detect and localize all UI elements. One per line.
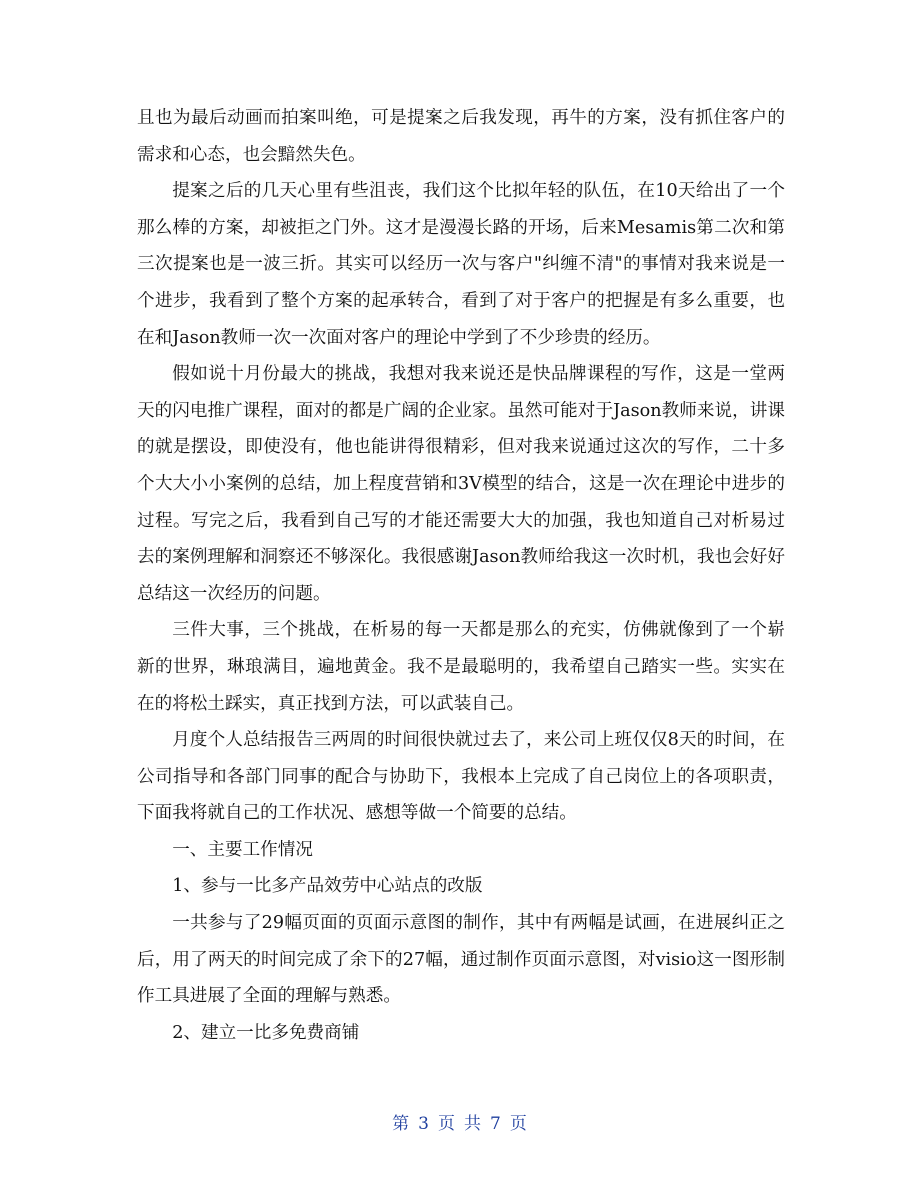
item-1-paragraph: 一共参与了29幅页面的页面示意图的制作，其中有两幅是试画，在进展纠正之后，用了两天的时间完成了余下的27幅，通过制作页面示意图，对visio这一图形制作工具进展了全面的理解与熟悉。 [137,913,785,1007]
paragraph-5: 月度个人总结报告三两周的时间很快就过去了，来公司上班仅仅8天的时间，在公司指导和各部门同事的配合与协助下，我根本上完成了自己岗位上的各项职责，下面我将就自己的工作状况、感想等做一个简要的总结。 [137,730,785,824]
paragraph-2: 提案之后的几天心里有些沮丧，我们这个比拟年轻的队伍，在10天给出了一个那么棒的方案，却被拒之门外。这才是漫漫长路的开场，后来Mesamis第二次和第三次提案也是一波三折。其实可以经历一次与客户"纠缠不清"的事情对我来说是一个进步，我看到了整个方案的起承转合，看到了对于客户的把握是有多么重要，也在和Jason教师一次一次面对客户的理论中学到了不少珍贵的经历。 [137,181,785,348]
footer-suffix: 页 [509,1114,528,1134]
page-footer [0,1112,920,1136]
footer-current-page: 3 [418,1114,430,1134]
footer-total-pages: 7 [490,1114,502,1134]
paragraph-1: 且也为最后动画而拍案叫绝，可是提案之后我发现，再牛的方案，没有抓住客户的需求和心态，也会黯然失色。 [137,108,785,165]
footer-page-label: 页 [438,1114,456,1134]
paragraph-3: 假如说十月份最大的挑战，我想对我来说还是快品牌课程的写作，这是一堂两天的闪电推广课程，面对的都是广阔的企业家。虽然可能对于Jason教师来说，讲课的就是摆设，即使没有，他也能讲得很精彩，但对我来说通过这次的写作，二十多个大大小小案例的总结，加上程度营销和3V模型的结合，这是一次在理论中进步的过程。写完之后，我看到自己写的才能还需要大大的加强，我也知道自己对析易过去的案例理解和洞察还不够深化。我很感谢Jason教师给我这一次时机，我也会好好总结这一次经历的问题。 [137,364,785,604]
footer-prefix: 第 [392,1114,411,1134]
paragraph-4: 三件大事，三个挑战，在析易的每一天都是那么的充实，仿佛就像到了一个崭新的世界，琳琅满目，遍地黄金。我不是最聪明的，我希望自己踏实一些。实实在在的将松土踩实，真正找到方法，可以武装自己。 [137,620,785,714]
footer-total-label: 共 [464,1114,482,1134]
item-1-title: 1、参与一比多产品效劳中心站点的改版 [172,876,483,897]
section-heading-main-work: 一、主要工作情况 [172,839,313,860]
item-2-title: 2、建立一比多免费商铺 [172,1022,360,1043]
document-body [137,100,785,1051]
